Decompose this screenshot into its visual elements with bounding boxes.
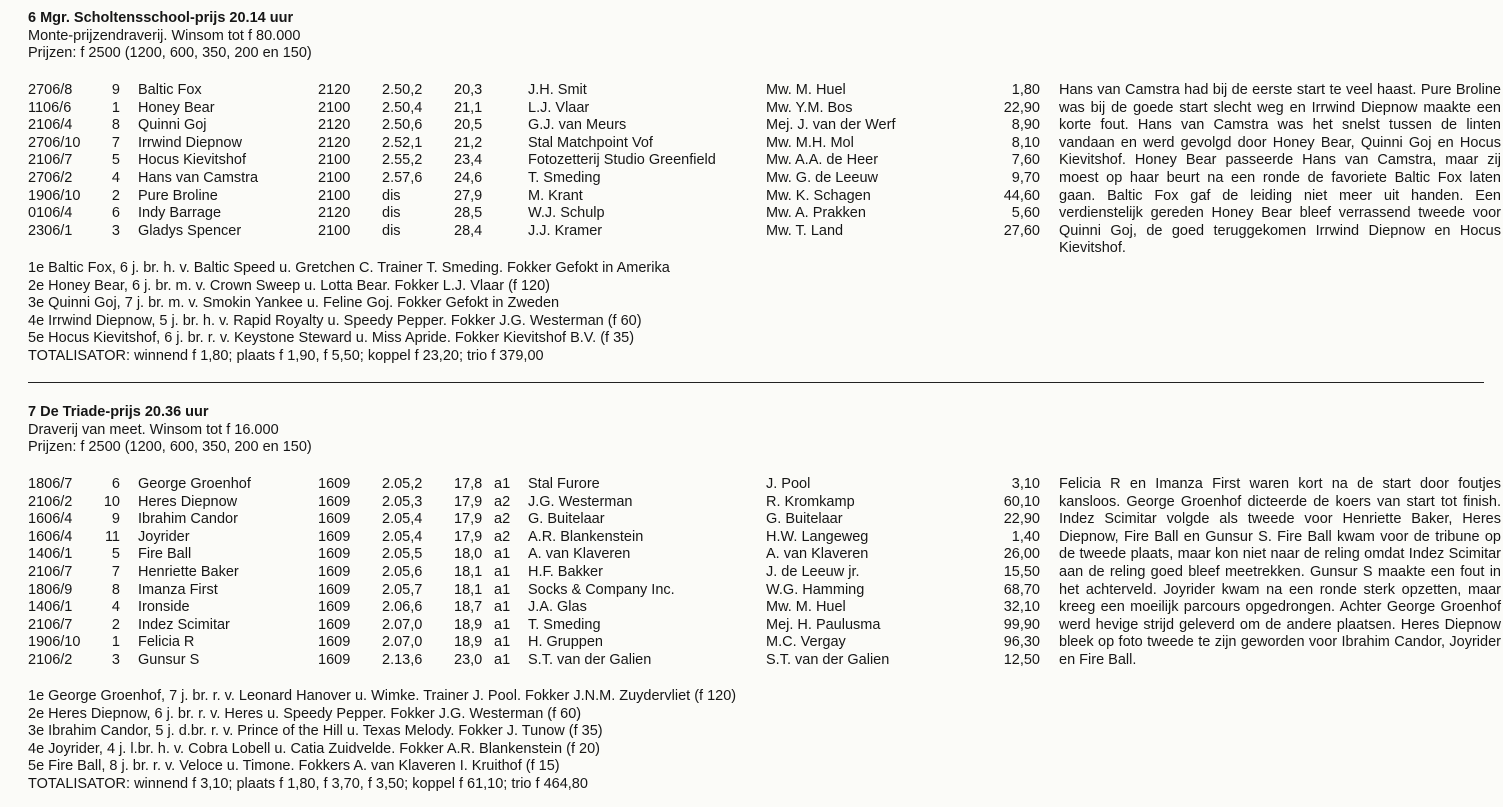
section-divider xyxy=(28,382,1484,383)
owner-name: T. Smeding xyxy=(528,169,601,186)
race-conditions: Monte-prijzendraverij. Winsom tot f 80.000 xyxy=(28,27,301,44)
start-number: 1 xyxy=(111,99,120,116)
odds-value: 5,60 xyxy=(1011,205,1040,222)
finish-time: 2.05,3 xyxy=(382,493,423,510)
distance: 1609 xyxy=(318,599,351,616)
km-time: 28,4 xyxy=(454,222,483,239)
odds-value: 96,30 xyxy=(1003,634,1040,651)
distance: 2100 xyxy=(318,99,351,116)
finish-time: 2.07,0 xyxy=(382,616,423,633)
horse-name: Heres Diepnow xyxy=(138,493,238,510)
odds-value: 60,10 xyxy=(1003,493,1040,510)
placing-line: 4e Irrwind Diepnow, 5 j. br. h. v. Rapid Royalty u. Speedy Pepper. Fokker J.G. Westerman (f 60) xyxy=(28,312,642,329)
horse-name: Fire Ball xyxy=(138,546,192,563)
finish-time: 2.05,2 xyxy=(382,476,423,492)
km-time: 27,9 xyxy=(454,187,483,204)
start-number: 10 xyxy=(103,493,120,510)
placing-line: 2e Heres Diepnow, 6 j. br. r. v. Heres u. Speedy Pepper. Fokker J.G. Westerman (f 60) xyxy=(28,705,582,722)
km-time: 17,9 xyxy=(454,511,483,528)
result-code: 2106/7 xyxy=(28,616,73,633)
horse-name: Hans van Camstra xyxy=(138,169,259,186)
distance: 2100 xyxy=(318,187,351,204)
start-number: 4 xyxy=(111,169,120,186)
driver-name: Mw. M. Huel xyxy=(766,82,846,98)
result-code: 1806/7 xyxy=(28,476,73,492)
result-code: 2106/4 xyxy=(28,117,73,134)
group-code: a1 xyxy=(494,634,511,651)
race-report: Hans van Camstra had bij de eerste start te veel haast. Pure Broline was bij de goede start slecht weg en Irrwind Diepnow maakte een korte fout. Hans van Camstra was het snelst tussen de linten vandaan en werd gevolgd door Honey Bear, Quinni Goj en Hocus Kievitshof. Honey Bear passeerde Hans van Camstra, maar zij moest op haar beurt na een ronde de favoriete Baltic Fox laten gaan. Baltic Fox gaf de leiding niet meer uit handen. Een verdienstelijk gereden Honey Bear bleef verrassend tweede voor Quinni Goj, de goed teruggekomen Irrwind Diepnow en Hocus Kievitshof. xyxy=(1059,82,1501,257)
odds-value: 1,80 xyxy=(1011,82,1040,98)
result-code: 0106/4 xyxy=(28,205,73,222)
owner-name: A. van Klaveren xyxy=(528,546,631,563)
horse-name: Honey Bear xyxy=(138,99,215,116)
start-number: 3 xyxy=(111,651,120,668)
driver-name: R. Kromkamp xyxy=(766,493,855,510)
km-time: 23,0 xyxy=(454,651,483,668)
horse-name: Henriette Baker xyxy=(138,563,239,580)
odds-value: 7,60 xyxy=(1011,152,1040,169)
driver-name: J. Pool xyxy=(766,476,811,492)
result-code: 1806/9 xyxy=(28,581,73,598)
result-code: 2106/7 xyxy=(28,563,73,580)
distance: 1609 xyxy=(318,476,351,492)
distance: 1609 xyxy=(318,528,351,545)
distance: 2100 xyxy=(318,152,351,169)
owner-name: A.R. Blankenstein xyxy=(528,528,644,545)
horse-name: Hocus Kievitshof xyxy=(138,152,246,169)
owner-name: J.H. Smit xyxy=(528,82,587,98)
km-time: 18,0 xyxy=(454,546,483,563)
group-code: a1 xyxy=(494,546,511,563)
horse-name: Imanza First xyxy=(138,581,218,598)
start-number: 5 xyxy=(111,152,120,169)
group-code: a2 xyxy=(494,528,511,545)
placing-line: TOTALISATOR: winnend f 1,80; plaats f 1,90, f 5,50; koppel f 23,20; trio f 379,00 xyxy=(28,347,544,364)
horse-name: Gunsur S xyxy=(138,651,200,668)
driver-name: A. van Klaveren xyxy=(766,546,869,563)
km-time: 21,2 xyxy=(454,134,483,151)
start-number: 3 xyxy=(111,222,120,239)
distance: 1609 xyxy=(318,651,351,668)
driver-name: Mw. G. de Leeuw xyxy=(766,169,879,186)
result-code: 2306/1 xyxy=(28,222,73,239)
horse-name: Ibrahim Candor xyxy=(138,511,238,528)
finish-time: 2.05,4 xyxy=(382,528,423,545)
odds-value: 99,90 xyxy=(1003,616,1040,633)
placing-line: 1e George Groenhof, 7 j. br. r. v. Leonard Hanover u. Wimke. Trainer J. Pool. Fokker J.N.M. Zuydervliet (f 120) xyxy=(28,688,737,704)
owner-name: J.G. Westerman xyxy=(528,493,633,510)
odds-value: 22,90 xyxy=(1003,99,1040,116)
group-code: a1 xyxy=(494,651,511,668)
finish-time: 2.52,1 xyxy=(382,134,423,151)
owner-name: G.J. van Meurs xyxy=(528,117,627,134)
result-code: 1906/10 xyxy=(28,634,81,651)
horse-name: Gladys Spencer xyxy=(138,222,242,239)
driver-name: Mej. H. Paulusma xyxy=(766,616,881,633)
group-code: a2 xyxy=(494,511,511,528)
race-prizes: Prijzen: f 2500 (1200, 600, 350, 200 en 150) xyxy=(28,45,312,62)
odds-value: 26,00 xyxy=(1003,546,1040,563)
start-number: 9 xyxy=(111,82,120,98)
owner-name: Fotozetterij Studio Greenfield xyxy=(528,152,716,169)
finish-time: 2.50,2 xyxy=(382,82,423,98)
result-code: 2706/10 xyxy=(28,134,81,151)
owner-name: J.J. Kramer xyxy=(528,222,603,239)
owner-name: L.J. Vlaar xyxy=(528,99,590,116)
start-number: 7 xyxy=(111,134,120,151)
result-code: 1406/1 xyxy=(28,546,73,563)
odds-value: 32,10 xyxy=(1003,599,1040,616)
distance: 1609 xyxy=(318,616,351,633)
placing-line: 5e Hocus Kievitshof, 6 j. br. r. v. Keystone Steward u. Miss Apride. Fokker Kievitshof B.V. (f 35) xyxy=(28,330,635,347)
driver-name: Mw. M. Huel xyxy=(766,599,846,616)
race-report: Felicia R en Imanza First waren kort na de start door foutjes kansloos. George Groenhof dicteerde de koers van start tot finish. Indez Scimitar volgde als tweede voor Henriette Baker, Heres Diepnow, Fire Ball en Gunsur S. Fire Ball kwam voor de tribune op de tweede plaats, maar kon niet naar de reling omdat Indez Scimitar aan de reling goed bleef meetrekken. Gunsur S maakte een fout in het achterveld. Joyrider kwam na een ronde sterk opzetten, maar kreeg een moeilijk parcours opgedrongen. Achter George Groenhof werd hevige strijd geleverd om de andere plaatsen. Heres Diepnow bleek op foto tweede te zijn geworden voor Ibrahim Candor, Joyrider en Fire Ball. xyxy=(1059,476,1501,668)
owner-name: G. Buitelaar xyxy=(528,511,605,528)
start-number: 8 xyxy=(111,581,120,598)
horse-name: Indy Barrage xyxy=(138,205,222,222)
start-number: 11 xyxy=(104,528,120,545)
start-number: 2 xyxy=(111,187,120,204)
km-time: 20,3 xyxy=(454,82,483,98)
finish-time: 2.06,6 xyxy=(382,599,423,616)
km-time: 24,6 xyxy=(454,169,483,186)
finish-time: 2.07,0 xyxy=(382,634,423,651)
horse-name: Ironside xyxy=(138,599,190,616)
driver-name: Mw. A.A. de Heer xyxy=(766,152,879,169)
group-code: a1 xyxy=(494,616,511,633)
driver-name: J. de Leeuw jr. xyxy=(766,563,860,580)
owner-name: Stal Matchpoint Vof xyxy=(528,134,653,151)
start-number: 6 xyxy=(111,476,120,492)
driver-name: W.G. Hamming xyxy=(766,581,865,598)
finish-time: 2.05,7 xyxy=(382,581,423,598)
start-number: 4 xyxy=(111,599,120,616)
owner-name: Stal Furore xyxy=(528,476,600,492)
km-time: 23,4 xyxy=(454,152,483,169)
km-time: 18,1 xyxy=(454,581,483,598)
result-code: 2106/7 xyxy=(28,152,73,169)
owner-name: J.A. Glas xyxy=(528,599,587,616)
odds-value: 12,50 xyxy=(1003,651,1040,668)
distance: 2120 xyxy=(318,205,351,222)
odds-value: 8,10 xyxy=(1011,134,1040,151)
start-number: 7 xyxy=(111,563,120,580)
group-code: a1 xyxy=(494,563,511,580)
odds-value: 9,70 xyxy=(1011,169,1040,186)
driver-name: Mw. T. Land xyxy=(766,222,844,239)
distance: 2120 xyxy=(318,117,351,134)
km-time: 18,9 xyxy=(454,616,483,633)
odds-value: 44,60 xyxy=(1003,187,1040,204)
finish-time: 2.13,6 xyxy=(382,651,423,668)
distance: 2100 xyxy=(318,169,351,186)
km-time: 21,1 xyxy=(454,99,483,116)
owner-name: Socks & Company Inc. xyxy=(528,581,675,598)
finish-time: dis xyxy=(382,205,401,222)
result-code: 2106/2 xyxy=(28,651,73,668)
finish-time: 2.05,4 xyxy=(382,511,423,528)
horse-name: Indez Scimitar xyxy=(138,616,230,633)
race-conditions: Draverij van meet. Winsom tot f 16.000 xyxy=(28,421,279,438)
driver-name: Mej. J. van der Werf xyxy=(766,117,896,134)
finish-time: 2.05,5 xyxy=(382,546,423,563)
placing-line: 1e Baltic Fox, 6 j. br. h. v. Baltic Speed u. Gretchen C. Trainer T. Smeding. Fokker Gefokt in Amerika xyxy=(28,260,670,276)
driver-name: Mw. A. Prakken xyxy=(766,205,866,222)
distance: 2120 xyxy=(318,82,351,98)
placing-line: 3e Quinni Goj, 7 j. br. m. v. Smokin Yankee u. Feline Goj. Fokker Gefokt in Zweden xyxy=(28,295,560,312)
driver-name: Mw. M.H. Mol xyxy=(766,134,854,151)
start-number: 8 xyxy=(111,117,120,134)
driver-name: G. Buitelaar xyxy=(766,511,843,528)
placings-list xyxy=(28,260,670,366)
driver-name: Mw. Y.M. Bos xyxy=(766,99,853,116)
km-time: 18,9 xyxy=(454,634,483,651)
finish-time: 2.50,6 xyxy=(382,117,423,134)
start-number: 1 xyxy=(111,634,120,651)
owner-name: H.F. Bakker xyxy=(528,563,603,580)
race-prizes: Prijzen: f 2500 (1200, 600, 350, 200 en 150) xyxy=(28,439,312,456)
driver-name: H.W. Langeweg xyxy=(766,528,869,545)
placing-line: 3e Ibrahim Candor, 5 j. d.br. r. v. Prince of the Hill u. Texas Melody. Fokker J. Tunow (f 35) xyxy=(28,723,603,740)
distance: 1609 xyxy=(318,581,351,598)
odds-value: 68,70 xyxy=(1003,581,1040,598)
result-code: 1906/10 xyxy=(28,187,81,204)
owner-name: W.J. Schulp xyxy=(528,205,605,222)
odds-value: 3,10 xyxy=(1011,476,1040,492)
horse-name: Joyrider xyxy=(138,528,190,545)
distance: 1609 xyxy=(318,511,351,528)
owner-name: S.T. van der Galien xyxy=(528,651,652,668)
km-time: 17,8 xyxy=(454,476,483,492)
horse-name: Felicia R xyxy=(138,634,195,651)
odds-value: 8,90 xyxy=(1011,117,1040,134)
km-time: 17,9 xyxy=(454,493,483,510)
placing-line: 5e Fire Ball, 8 j. br. r. v. Veloce u. Timone. Fokkers A. van Klaveren I. Kruithof (f 15) xyxy=(28,758,560,775)
driver-name: Mw. K. Schagen xyxy=(766,187,871,204)
group-code: a1 xyxy=(494,599,511,616)
finish-time: dis xyxy=(382,222,401,239)
placing-line: TOTALISATOR: winnend f 3,10; plaats f 1,80, f 3,70, f 3,50; koppel f 61,10; trio f 464,80 xyxy=(28,775,588,792)
start-number: 5 xyxy=(111,546,120,563)
finish-time: 2.05,6 xyxy=(382,563,423,580)
result-code: 2106/2 xyxy=(28,493,73,510)
start-number: 2 xyxy=(111,616,120,633)
driver-name: S.T. van der Galien xyxy=(766,651,890,668)
horse-name: Baltic Fox xyxy=(138,82,202,98)
distance: 1609 xyxy=(318,546,351,563)
placing-line: 2e Honey Bear, 6 j. br. m. v. Crown Sweep u. Lotta Bear. Fokker L.J. Vlaar (f 120) xyxy=(28,277,550,294)
result-code: 2706/8 xyxy=(28,82,73,98)
odds-value: 15,50 xyxy=(1003,563,1040,580)
odds-value: 1,40 xyxy=(1011,528,1040,545)
owner-name: M. Krant xyxy=(528,187,583,204)
result-code: 1106/6 xyxy=(28,99,72,116)
result-code: 2706/2 xyxy=(28,169,73,186)
distance: 1609 xyxy=(318,493,351,510)
km-time: 18,1 xyxy=(454,563,483,580)
start-number: 6 xyxy=(111,205,120,222)
finish-time: dis xyxy=(382,187,401,204)
distance: 1609 xyxy=(318,563,351,580)
distance: 2120 xyxy=(318,134,351,151)
km-time: 28,5 xyxy=(454,205,483,222)
race-title: 7 De Triade-prijs 20.36 uur xyxy=(28,404,209,420)
km-time: 17,9 xyxy=(454,528,483,545)
km-time: 18,7 xyxy=(454,599,483,616)
driver-name: M.C. Vergay xyxy=(766,634,846,651)
group-code: a2 xyxy=(494,493,511,510)
result-code: 1606/4 xyxy=(28,511,73,528)
owner-name: H. Gruppen xyxy=(528,634,603,651)
result-code: 1406/1 xyxy=(28,599,73,616)
horse-name: George Groenhof xyxy=(138,476,251,492)
finish-time: 2.50,4 xyxy=(382,99,423,116)
distance: 2100 xyxy=(318,222,351,239)
start-number: 9 xyxy=(111,511,120,528)
km-time: 20,5 xyxy=(454,117,483,134)
owner-name: T. Smeding xyxy=(528,616,601,633)
race-7-section xyxy=(28,404,1501,792)
group-code: a1 xyxy=(494,581,511,598)
finish-time: 2.55,2 xyxy=(382,152,423,169)
horse-name: Irrwind Diepnow xyxy=(138,134,242,151)
result-code: 1606/4 xyxy=(28,528,73,545)
race-6-section xyxy=(28,10,1501,364)
distance: 1609 xyxy=(318,634,351,651)
odds-value: 27,60 xyxy=(1003,222,1040,239)
horse-name: Pure Broline xyxy=(138,187,218,204)
group-code: a1 xyxy=(494,476,511,492)
finish-time: 2.57,6 xyxy=(382,169,423,186)
odds-value: 22,90 xyxy=(1003,511,1040,528)
horse-name: Quinni Goj xyxy=(138,117,207,134)
race-title: 6 Mgr. Scholtensschool-prijs 20.14 uur xyxy=(28,10,294,26)
placings-list xyxy=(28,688,736,794)
placing-line: 4e Joyrider, 4 j. l.br. h. v. Cobra Lobell u. Catia Zuidvelde. Fokker A.R. Blankenstein (f 20) xyxy=(28,740,600,757)
